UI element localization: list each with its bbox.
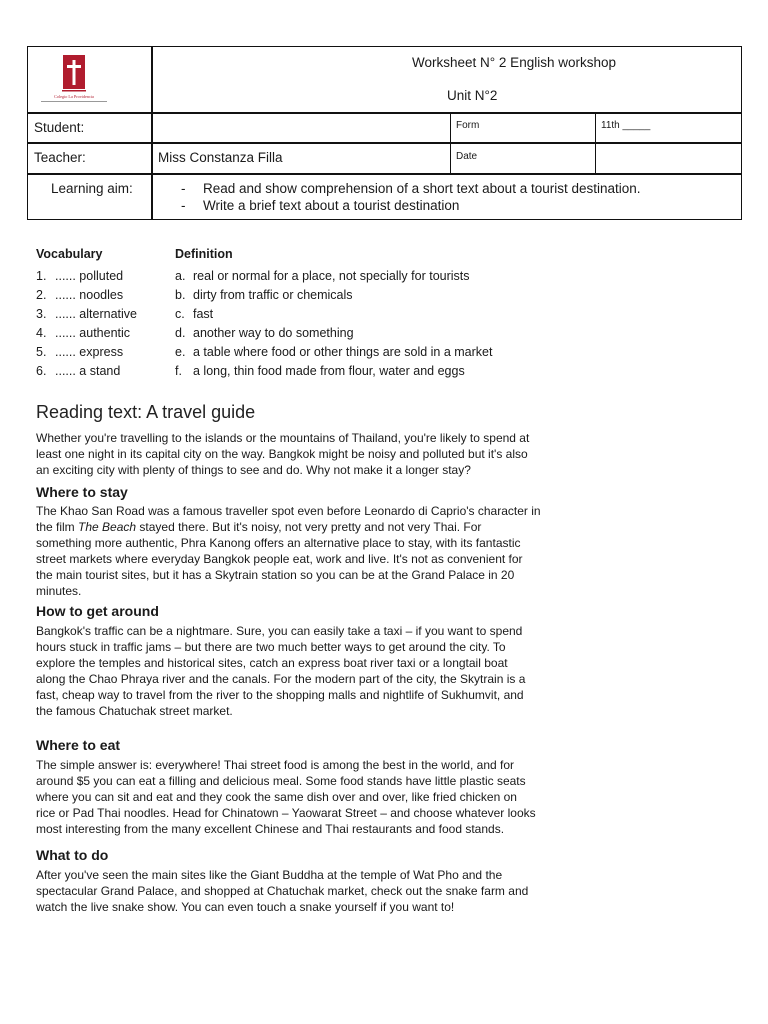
vocab-number: 1.: [36, 269, 47, 283]
text-line: fast, cheap way to travel from the river to the shopping malls and nightlife of Sukhumvit, and: [36, 688, 524, 703]
definition-heading: Definition: [175, 247, 233, 261]
text-line: most interesting from the many excellent Chinese and Thai restaurants and food stands.: [36, 822, 505, 837]
student-field[interactable]: [153, 114, 449, 141]
reading-title: Reading text: A travel guide: [36, 402, 256, 422]
aim-item-1: Read and show comprehension of a short text about a tourist destination.: [203, 181, 641, 196]
worksheet-title: Worksheet N° 2 English workshop: [412, 55, 616, 70]
definition-text: a table where food or other things are sold in a market: [193, 345, 493, 359]
text-line: where you can sit and eat and they cook the same dish over and over, like fried chicken on: [36, 790, 517, 805]
text-line: Whether you're travelling to the islands or the mountains of Thailand, you're likely to spend at: [36, 431, 530, 445]
definition-letter: e.: [175, 345, 186, 359]
text-line: The Khao San Road was a famous traveller spot even before Leonardo di Caprio's character in: [36, 504, 541, 518]
vocab-word: ...... noodles: [55, 288, 124, 302]
what-to-do-heading: What to do: [36, 847, 109, 863]
vocab-number: 3.: [36, 307, 47, 321]
how-to-get-around-heading: How to get around: [36, 603, 159, 619]
learning-aim-label: Learning aim:: [51, 181, 133, 196]
definition-letter: f.: [175, 364, 182, 378]
definition-letter: d.: [175, 326, 186, 340]
text-line: along the Chao Phraya river and the canals. For the modern part of the city, the Skytrain is a: [36, 672, 526, 687]
teacher-name: Miss Constanza Filla: [158, 150, 283, 165]
vocab-word: ...... express: [55, 345, 124, 359]
student-label: Student:: [34, 120, 85, 135]
text-line: explore the temples and historical sites, catch an express boat river taxi or a longtail boat: [36, 656, 508, 671]
definition-text: dirty from traffic or chemicals: [193, 288, 353, 302]
text-segment: the film: [36, 520, 79, 535]
definition-letter: c.: [175, 307, 185, 321]
vocab-word: ...... a stand: [55, 364, 121, 378]
text-line: street markets where everyday Bangkok people eat, work and live. It's not as convenient for: [36, 552, 523, 567]
definition-text: fast: [193, 307, 214, 321]
text-segment: stayed there. But it's noisy, not very pretty and not very Thai. For: [136, 520, 482, 535]
text-line: the famous Chatuchak street market.: [36, 704, 233, 719]
where-to-eat-heading: Where to eat: [36, 737, 121, 753]
aim-bullet-1: -: [181, 181, 186, 196]
where-to-stay-paragraph: [36, 503, 581, 600]
vocabulary-heading: Vocabulary: [36, 247, 103, 261]
text-line: The simple answer is: everywhere! Thai street food is among the best in the world, and for: [36, 758, 515, 772]
svg-text:Colegio La Providencia: Colegio La Providencia: [54, 94, 94, 99]
form-field[interactable]: [452, 114, 594, 141]
date-label: Date: [456, 151, 478, 162]
film-title: The Beach: [78, 520, 137, 535]
vocab-word: ...... polluted: [55, 269, 124, 283]
text-line: around $5 you can eat a filling and delicious meal. Some food stands have little plastic seats: [36, 774, 526, 789]
definition-letter: b.: [175, 288, 186, 302]
where-to-stay-heading: Where to stay: [36, 484, 128, 500]
text-line: minutes.: [36, 584, 82, 599]
vocab-number: 2.: [36, 288, 47, 302]
text-line: something more authentic, Phra Kanong offers an alternative place to stay, with its fantastic: [36, 536, 521, 551]
definition-text: a long, thin food made from flour, water and eggs: [193, 364, 465, 378]
aim-item-2: Write a brief text about a tourist destination: [203, 198, 460, 213]
vocab-number: 6.: [36, 364, 47, 378]
unit-label: Unit N°2: [447, 88, 498, 103]
aim-bullet-2: -: [181, 198, 186, 213]
vocab-number: 4.: [36, 326, 47, 340]
grade-label: 11th _____: [601, 120, 651, 131]
text-line: [36, 519, 581, 535]
form-label: Form: [456, 120, 480, 131]
where-to-eat-paragraph: [36, 757, 581, 837]
school-logo: [38, 54, 116, 106]
teacher-label: Teacher:: [34, 150, 86, 165]
header-divider-grade-col: [595, 112, 596, 174]
intro-paragraph: [36, 430, 581, 478]
how-to-get-around-paragraph: [36, 623, 581, 720]
text-line: Bangkok's traffic can be a nightmare. Sure, you can easily take a taxi – if you want to spend: [36, 624, 523, 638]
date-field[interactable]: [452, 144, 594, 172]
header-divider-row2: [27, 142, 742, 144]
text-line: hours stuck in traffic jams – but there are two much better ways to get around the city. To: [36, 640, 506, 655]
text-line: rice or Pad Thai noodles. Head for Chinatown – Yaowarat Street – and choose whatever looks: [36, 806, 536, 821]
what-to-do-paragraph: [36, 867, 581, 915]
text-line: spectacular Grand Palace, and shopped at Chatuchak market, check out the snake farm and: [36, 884, 529, 899]
definition-text: real or normal for a place, not specially for tourists: [193, 269, 470, 283]
text-line: an exciting city with plenty of things to see and do. Why not make it a longer stay?: [36, 463, 471, 478]
text-line: After you've seen the main sites like the Giant Buddha at the temple of Wat Pho and the: [36, 868, 503, 882]
text-line: watch the live snake show. You can even touch a snake yourself if you want to!: [36, 900, 455, 915]
definition-text: another way to do something: [193, 326, 354, 340]
vocab-word: ...... authentic: [55, 326, 131, 340]
header-divider-form-col: [450, 112, 451, 174]
vocab-word: ...... alternative: [55, 307, 137, 321]
header-divider-row3: [27, 173, 742, 175]
text-line: least one night in its capital city on the way. Bangkok might be noisy and polluted but it's also: [36, 447, 528, 462]
vocab-number: 5.: [36, 345, 47, 359]
text-line: the main tourist sites, but it has a Skytrain station so you can be at the Grand Palace in 20: [36, 568, 515, 583]
definition-letter: a.: [175, 269, 186, 283]
